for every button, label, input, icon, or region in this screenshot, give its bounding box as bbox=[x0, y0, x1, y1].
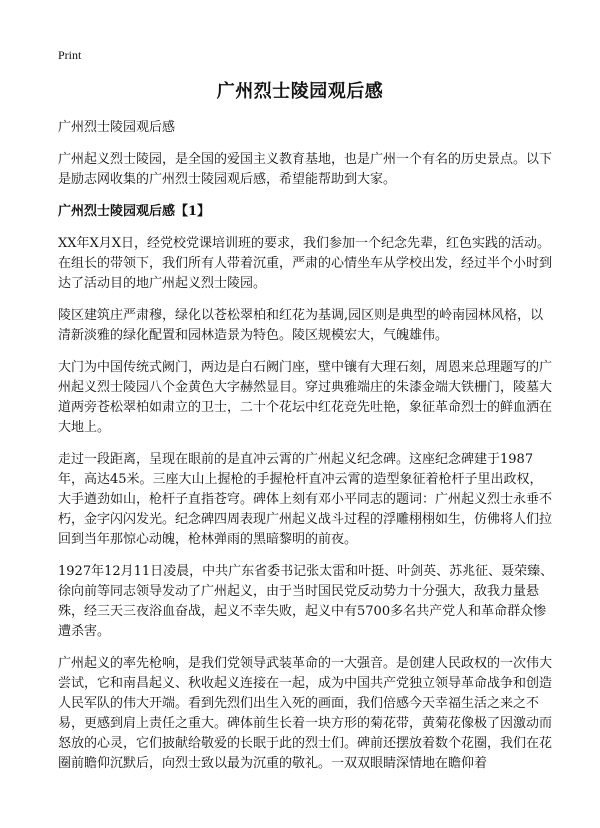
body-paragraph-2: 陵区建筑庄严肃穆，绿化以苍松翠柏和红花为基调,园区则是典型的岭南园林风格，以清新淡雅的绿化配置和园林造景为特色。陵区规模宏大，气魄雄伟。 bbox=[58, 308, 544, 343]
body-paragraph-1: XX年X月X日，经党校党课培训班的要求，我们参加一个纪念先辈，红色实践的活动。在组长的带领下，我们所有人带着沉重，严肃的心情坐车从学校出发，经过半个小时到达了活动目的地广州起义烈士陵园。 bbox=[58, 236, 553, 291]
document-body bbox=[58, 118, 555, 786]
body-paragraph-3: 大门为中国传统式阙门，两边是白石阙门座，壁中镶有大理石刻，周恩来总理题写的广州起义烈士陵园八个金黄色大字赫然显目。穿过典雅端庄的朱漆金端大铁栅门，陵墓大道两旁苍松翠柏如肃立的卫士，二十个花坛中红花竞先吐艳，象征革命烈士的鲜血洒在大地上。 bbox=[58, 360, 553, 435]
intro-paragraph: 广州起义烈士陵园，是全国的爱国主义教育基地，也是广州一个有名的历史景点。以下是励志网收集的广州烈士陵园观后感，希望能帮助到大家。 bbox=[58, 152, 553, 187]
document-title: 广州烈士陵园观后感 bbox=[216, 81, 384, 102]
document-subtitle: 广州烈士陵园观后感 bbox=[58, 120, 176, 135]
section-heading: 广州烈士陵园观后感【1】 bbox=[58, 204, 211, 219]
print-link[interactable]: Print bbox=[58, 48, 82, 62]
body-paragraph-5: 1927年12月11日凌晨，中共广东省委书记张太雷和叶挺、叶剑英、苏兆征、聂荣臻、徐向前等同志领导发动了广州起义，由于当时国民党反动势力十分强大，敌我力量悬殊，经三天三夜浴血奋战，起义不幸失败，起义中有5700多名共产党人和革命群众惨遭杀害。 bbox=[58, 564, 554, 639]
body-paragraph-6: 广州起义的率先枪响，是我们党领导武装革命的一大强音。是创建人民政权的一次伟大尝试，它和南昌起义、秋收起义连接在一起，成为中国共产党独立领导革命战争和创造人民军队的伟大开端。看到先烈们出生入死的画面，我们倍感今天幸福生活之来之不易，更感到肩上责任之重大。碑体前生长着一块方形的菊花带，黄菊花像极了因激动而怒放的心灵，它们披献给敬爱的长眠于此的烈士们。碑前还摆放着数个花圈，我们在花圈前瞻仰沉默后，向烈士致以最为沉重的敬礼。一双双眼睛深情地在瞻仰着 bbox=[58, 656, 553, 771]
body-paragraph-4: 走过一段距离，呈现在眼前的是直冲云霄的广州起义纪念碑。这座纪念碑建于1987年，高达45米。三座大山上握枪的手握枪杆直冲云霄的造型象征着枪杆子里出政权，大手遒劲如山，枪杆子直指苍穹。碑体上刻有邓小平同志的题词：广州起义烈士永垂不朽，金字闪闪发光。纪念碑四周表现广州起义战斗过程的浮雕栩栩如生，仿佛将人们拉回到当年那惊心动魄，枪林弹雨的黑暗黎明的前夜。 bbox=[58, 452, 553, 547]
